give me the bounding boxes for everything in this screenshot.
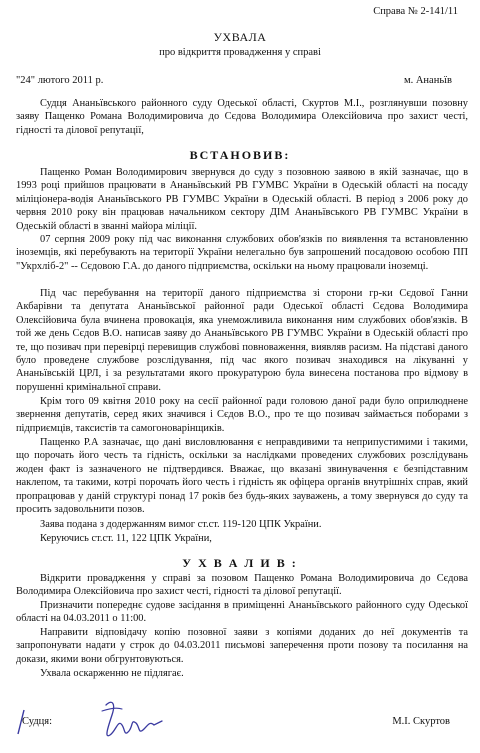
established-paragraph-5: Пащенко Р.А зазначає, що дані висловлювання є неправдивими та неприпустимими і такими, що порочать його честь та гідність, оскільки за наслідками проведених службових розслідувань жоден факт із зазначеного не підтвердився. Вважає, що вказані звинувачення є безпідставним наклепом, та такими, котрі порочать його честь і гідність як офіцера органів внутрішніх справ, який пропрацював у даній структурі понад 17 років без будь-яких зауважень, а тому звернувся до суду та просить задовольнити позов. <box>16 437 468 516</box>
ruled-paragraph-3: Направити відповідачу копію позовної заяви з копіями доданих до неї документів та запропонувати надати у строк до 04.03.2011 письмові заперечення проти позову та посилання на докази, якими вони обгрунтовуються. <box>16 627 468 665</box>
established-paragraph-3: Під час перебування на території даного підприємства зі сторони гр-ки Сєдової Ганни Акбарівни та депутата Ананьївської районної ради Одеської області Сєдова Володимира Олексійовича була вчинена провокація, яка унеможливила виконання ним службових обов'язків. В той же день Сєдов В.О. написав заяву до Ананьївського РВ ГУМВС України в Одеській області про те, що позивач при перевірці перевищив службові повноваження, виявляв расизм. На підставі даного було проведене службове розслідування, під час якого позивач знаходився на лікуванні у Ананьївській ЦРЛ, і за результатами якого прокуратурою була винесена постанова про відмову в порушенні кримінальної справи. <box>16 288 468 393</box>
established-paragraph-4: Крім того 09 квітня 2010 року на сесії районної ради головою даної ради було оприлюднене звернення депутатів, серед яких значився і Сєдов В.О., про те що позивач займається поборами з підприємців, таксистів та самогоноварінщиків. <box>16 396 468 434</box>
document-subtitle: про відкриття провадження у справі <box>159 47 321 58</box>
handwritten-signature-icon <box>98 695 168 745</box>
document-title: УХВАЛА <box>213 30 267 44</box>
ruled-paragraph-1: Відкрити провадження у справі за позовом Пащенко Романа Володимировича до Сєдова Володимира Олексійовича про захист честі, гідності та ділової репутації. <box>16 573 468 598</box>
established-heading: ВСТАНОВИВ: <box>189 148 291 162</box>
ruled-paragraph-2: Призначити попереднє судове засідання в приміщенні Ананьївського районного суду Одеської області на 04.03.2011 о 11:00. <box>16 600 468 625</box>
ruled-heading: У Х В А Л И В : <box>182 556 298 570</box>
signature-label: Судця: <box>22 716 53 727</box>
established-paragraph-6: Заява подана з додержанням вимог ст.ст. 119-120 ЦПК України. <box>40 519 322 530</box>
established-paragraph-1: Пащенко Роман Володимирович звернувся до суду з позовною заявою в якій зазначає, що в 1993 році прийшов працювати в Ананьївський РВ ГУМВС України в Одеській області на посаду міліціонера-водія Ананьївського РВ ГУМВС України в Одеській області. В період з 2006 року до червня 2010 року він працював начальником сектору ДІМ Ананьївського РВ ГУМВС України в Одеській області в званні майора міліції. <box>16 167 468 232</box>
document-city: м. Ананьїв <box>403 75 452 86</box>
case-number: Справа № 2-141/11 <box>373 6 458 17</box>
established-paragraph-2: 07 серпня 2009 року під час виконання службових обов'язків по виявлення та встановленню іноземців, які перебувають на території України нелегально був запрошений посадовою особою ПП "Укрхліб-2" -- Сєдовою Г.А. до даного підприємства, оскільки на ньому працювали іноземці. <box>16 234 468 272</box>
intro-paragraph: Судця Ананьївського районного суду Одеської області, Скуртов М.І., розглянувши позовну заяву Пащенко Романа Володимировича до Сєдова Володимира Олексійовича про захист честі, гідності та ділової репутації, <box>16 98 468 136</box>
document-date: "24" лютого 2011 р. <box>16 75 104 86</box>
established-paragraph-7: Керуючись ст.ст. 11, 122 ЦПК України, <box>40 533 212 544</box>
judge-name: М.І. Скуртов <box>392 716 450 727</box>
ruled-paragraph-4: Ухвала оскарженню не підлягає. <box>40 668 184 679</box>
